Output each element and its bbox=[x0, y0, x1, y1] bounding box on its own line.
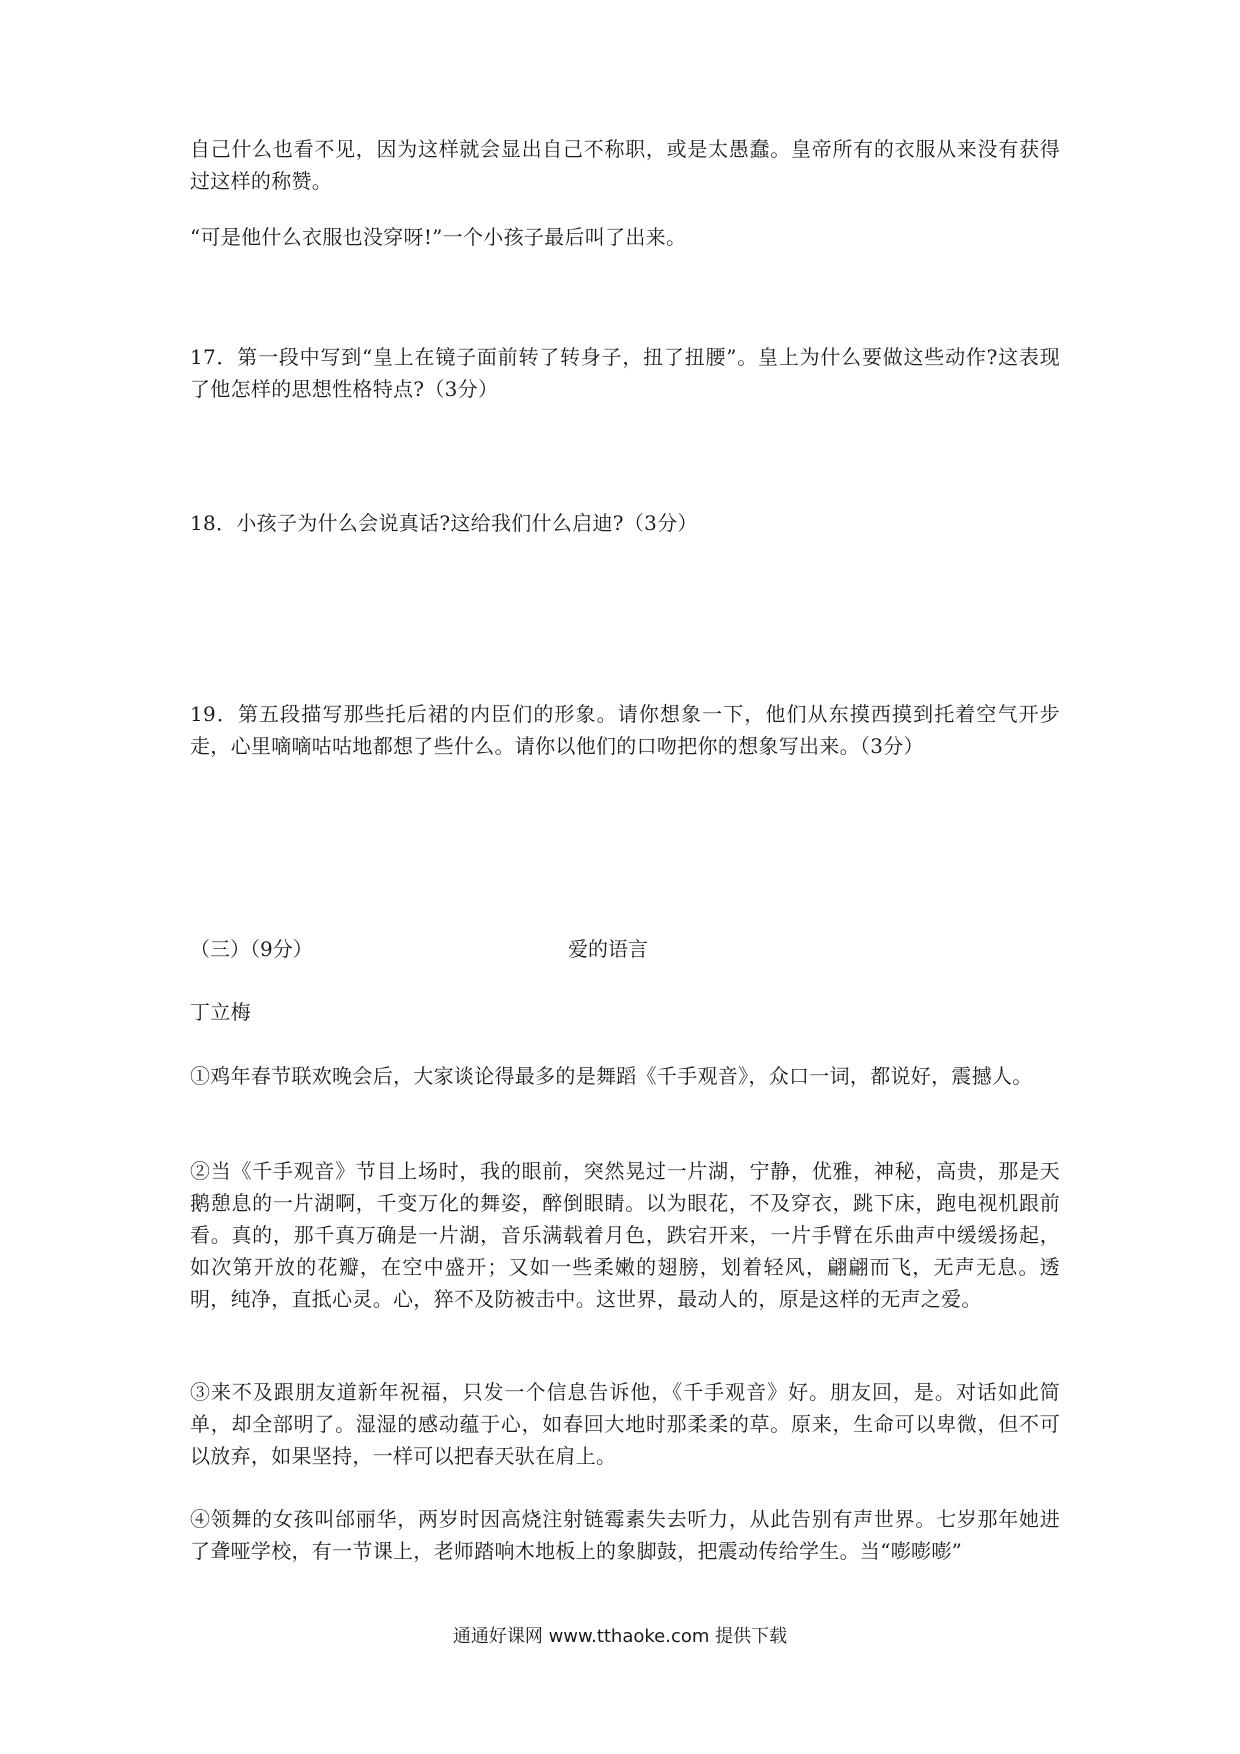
passage-paragraph: 自己什么也看不见，因为这样就会显出自己不称职，或是太愚蠢。皇帝所有的衣服从来没有获得过这样的称赞。 bbox=[190, 137, 1060, 193]
article-author: 丁立梅 bbox=[190, 1000, 251, 1024]
article-paragraph: ③来不及跟朋友道新年祝福，只发一个信息告诉他，《千手观音》好。朋友回，是。对话如此简单，却全部明了。湿湿的感动蕴于心，如春回大地时那柔柔的草。原来，生命可以卑微，但不可以放弃，如果坚持，一样可以把春天驮在肩上。 bbox=[190, 1380, 1060, 1468]
article-paragraph: ②当《千手观音》节目上场时，我的眼前，突然晃过一片湖，宁静，优雅，神秘，高贵，那是天鹅憩息的一片湖啊，千变万化的舞姿，醉倒眼睛。以为眼花，不及穿衣，跳下床，跑电视机跟前看。真的，那千真万确是一片湖，音乐满载着月色，跌宕开来，一片手臂在乐曲声中缓缓扬起，如次第开放的花瓣，在空中盛开；又如一些柔嫩的翅膀，划着轻风，翩翩而飞，无声无息。透明，纯净，直抵心灵。心，猝不及防被击中。这世界，最动人的，原是这样的无声之爱。 bbox=[190, 1159, 1060, 1311]
article-title: 爱的语言 bbox=[568, 937, 648, 961]
page-footer: 通通好课网 www.tthaoke.com 提供下载 bbox=[452, 1626, 788, 1647]
passage-paragraph: “可是他什么衣服也没穿呀!”一个小孩子最后叫了出来。 bbox=[190, 225, 687, 249]
article-paragraph: ④领舞的女孩叫邰丽华，两岁时因高烧注射链霉素失去听力，从此告别有声世界。七岁那年她进了聋哑学校，有一节课上，老师踏响木地板上的象脚鼓，把震动传给学生。当“嘭嘭嘭” bbox=[190, 1507, 1060, 1563]
question-19: 19．第五段描写那些托后裙的内臣们的形象。请你想象一下，他们从东摸西摸到托着空气开步走，心里嘀嘀咕咕地都想了些什么。请你以他们的口吻把你的想象写出来。（3分） bbox=[190, 702, 1060, 758]
section-header bbox=[190, 933, 1060, 965]
question-18: 18．小孩子为什么会说真话?这给我们什么启迪?（3分） bbox=[190, 511, 698, 535]
section-label: （三）（9分） bbox=[190, 937, 313, 961]
article-paragraph: ①鸡年春节联欢晚会后，大家谈论得最多的是舞蹈《千手观音》，众口一词，都说好，震撼人。 bbox=[190, 1064, 1033, 1088]
question-17: 17．第一段中写到“皇上在镜子面前转了转身子，扭了扭腰”。皇上为什么要做这些动作?这表现了他怎样的思想性格特点?（3分） bbox=[190, 345, 1060, 401]
